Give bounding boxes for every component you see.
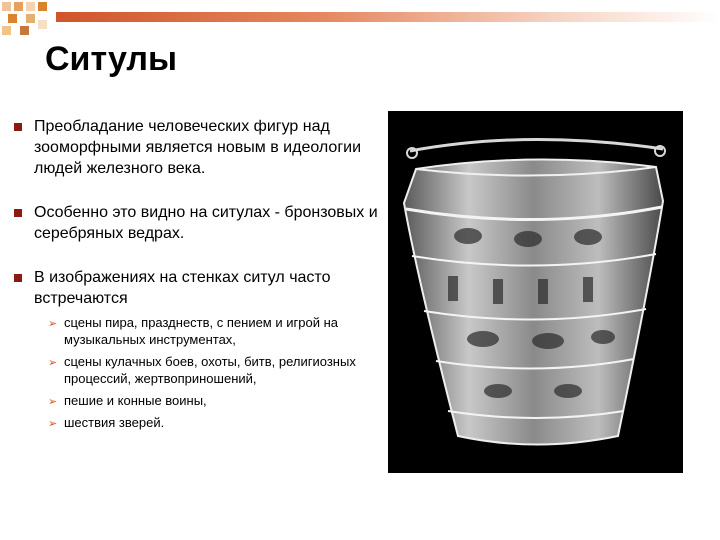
sub-bullet-item xyxy=(34,314,384,348)
situla-photo xyxy=(388,111,683,473)
decor-square xyxy=(14,2,23,11)
sub-bullet-text: пешие и конные воины, xyxy=(64,393,207,408)
situla-illustration xyxy=(388,111,683,473)
bullet-list xyxy=(14,116,384,454)
slide-title: Ситулы xyxy=(45,40,178,78)
decor-square xyxy=(20,26,29,35)
bullet-item xyxy=(14,202,384,244)
bullet-item xyxy=(14,116,384,179)
title-accent-bar xyxy=(56,12,720,22)
decor-square xyxy=(38,20,47,29)
sub-bullet-item xyxy=(34,392,384,409)
arrow-bullet-icon: ➢ xyxy=(48,396,58,408)
arrow-bullet-icon: ➢ xyxy=(48,357,58,369)
arrow-bullet-icon: ➢ xyxy=(48,318,58,330)
sub-bullet-text: шествия зверей. xyxy=(64,415,165,430)
arrow-bullet-icon: ➢ xyxy=(48,418,58,430)
square-bullet-icon xyxy=(14,209,22,217)
bullet-text: Преобладание человеческих фигур над зооморфными является новым в идеологии людей железного века. xyxy=(34,118,362,177)
square-bullet-icon xyxy=(14,274,22,282)
square-bullet-icon xyxy=(14,123,22,131)
decor-square xyxy=(8,14,17,23)
sub-bullet-text: сцены пира, празднеств, с пением и игрой на музыкальных инструментах, xyxy=(64,315,338,347)
bullet-text: Особенно это видно на ситулах - бронзовых и серебряных ведрах. xyxy=(34,204,378,242)
bullet-item xyxy=(14,267,384,431)
sub-bullet-text: сцены кулачных боев, охоты, битв, религиозных процессий, жертвоприношений, xyxy=(64,354,356,386)
sub-bullet-item xyxy=(34,414,384,431)
decor-square xyxy=(26,14,35,23)
bullet-text: В изображениях на стенках ситул часто встречаются xyxy=(34,269,331,307)
sub-bullet-list xyxy=(34,314,384,431)
decor-square xyxy=(38,2,47,11)
decor-square xyxy=(2,26,11,35)
decor-square xyxy=(2,2,11,11)
sub-bullet-item xyxy=(34,353,384,387)
decor-square xyxy=(26,2,35,11)
